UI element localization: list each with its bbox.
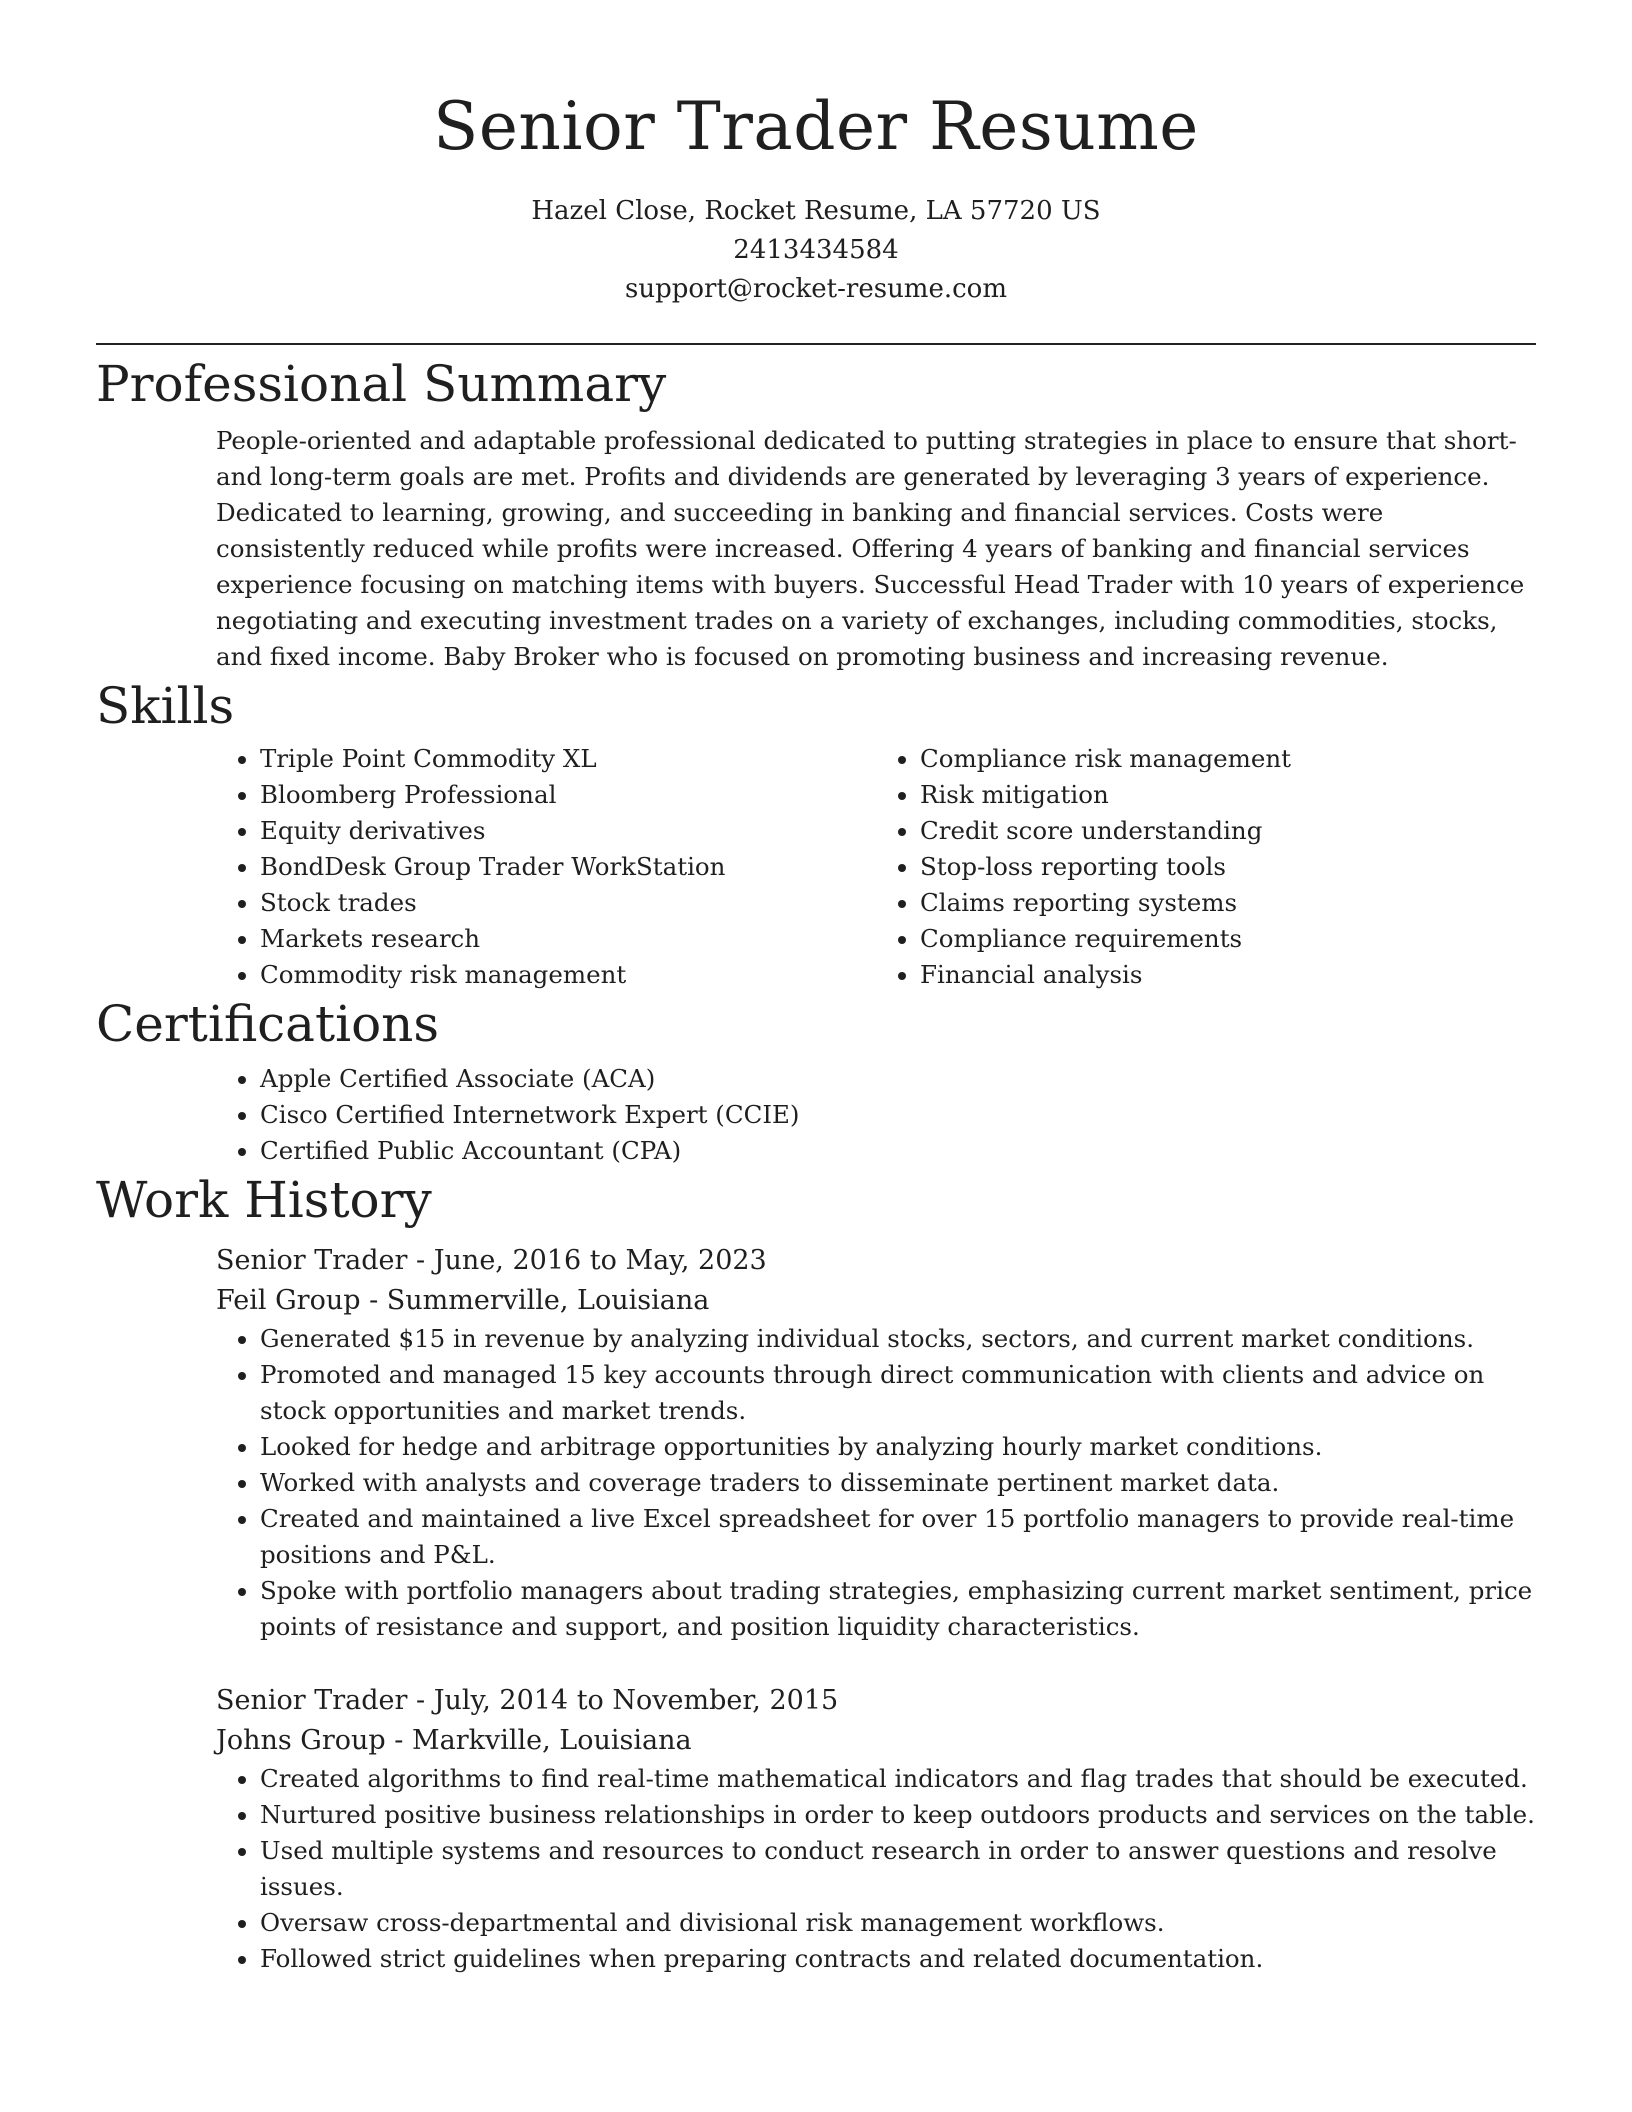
section-heading-summary: Professional Summary: [96, 355, 667, 413]
skill-item: • Commodity risk management: [260, 957, 876, 993]
skill-item: • Markets research: [260, 921, 876, 957]
job-company-location: Feil Group - Summerville, Louisiana: [216, 1285, 710, 1316]
contact-info: [96, 192, 1536, 309]
section-heading-skills: Skills: [96, 677, 235, 735]
job-bullet: • Spoke with portfolio managers about trading strategies, emphasizing current market sentiment, price points of resistance and support, and position liquidity characteristics.: [260, 1573, 1536, 1645]
job-entry: [216, 1241, 1536, 1645]
job-responsibilities: [216, 1761, 1536, 1977]
job-bullet: • Oversaw cross-departmental and divisional risk management workflows.: [260, 1905, 1536, 1941]
job-title-dates: Senior Trader - July, 2014 to November, 2015: [216, 1685, 839, 1716]
skill-item: • Claims reporting systems: [920, 885, 1536, 921]
section-heading-work-history: Work History: [96, 1171, 432, 1229]
skills-column-right: [876, 741, 1536, 993]
summary-text: People-oriented and adaptable professional dedicated to putting strategies in place to ensure that short- and long-term goals are met. Profits and dividends are generated by leveraging 3 years of experience. Dedicated to learning, growing, and succeeding in banking and financial services. Costs were consistently reduced while profits were increased. Offering 4 years of banking and financial services experience focusing on matching items with buyers. Successful Head Trader with 10 years of experience negotiating and executing investment trades on a variety of exchanges, including commodities, stocks, and fixed income. Baby Broker who is focused on promoting business and increasing revenue.: [216, 426, 1525, 671]
contact-address: Hazel Close, Rocket Resume, LA 57720 US: [531, 196, 1101, 226]
section-heading-certifications: Certifications: [96, 995, 440, 1053]
certifications-list: [216, 1061, 1536, 1169]
skill-item: • Credit score understanding: [920, 813, 1536, 849]
resume-header: [96, 0, 1536, 309]
contact-phone: 2413434584: [733, 235, 899, 265]
skills-list: [216, 741, 1536, 993]
skill-item: • Bloomberg Professional: [260, 777, 876, 813]
job-bullet: • Nurtured positive business relationships in order to keep outdoors products and services on the table.: [260, 1797, 1536, 1833]
skill-item: • Compliance requirements: [920, 921, 1536, 957]
job-bullet: • Created algorithms to find real-time mathematical indicators and flag trades that should be executed.: [260, 1761, 1536, 1797]
certification-item: • Certified Public Accountant (CPA): [260, 1133, 1536, 1169]
certification-item: • Apple Certified Associate (ACA): [260, 1061, 1536, 1097]
skill-item: • Stock trades: [260, 885, 876, 921]
job-bullet: • Generated $15 in revenue by analyzing individual stocks, sectors, and current market conditions.: [260, 1321, 1536, 1357]
resume-title: Senior Trader Resume: [433, 88, 1199, 165]
resume-page: [96, 0, 1536, 1977]
job-entry: [216, 1681, 1536, 1977]
certification-item: • Cisco Certified Internetwork Expert (CCIE): [260, 1097, 1536, 1133]
certifications-bullets: [216, 1061, 1536, 1169]
skill-item: • BondDesk Group Trader WorkStation: [260, 849, 876, 885]
job-bullet: • Created and maintained a live Excel spreadsheet for over 15 portfolio managers to provide real-time positions and P&L.: [260, 1501, 1536, 1573]
job-company-location: Johns Group - Markville, Louisiana: [216, 1725, 692, 1756]
job-title-dates: Senior Trader - June, 2016 to May, 2023: [216, 1245, 767, 1276]
job-responsibilities: [216, 1321, 1536, 1645]
skill-item: • Equity derivatives: [260, 813, 876, 849]
job-bullet: • Worked with analysts and coverage traders to disseminate pertinent market data.: [260, 1465, 1536, 1501]
job-bullet: • Promoted and managed 15 key accounts through direct communication with clients and advice on stock opportunities and market trends.: [260, 1357, 1536, 1429]
skill-item: • Stop-loss reporting tools: [920, 849, 1536, 885]
header-divider: [96, 343, 1536, 345]
skill-item: • Triple Point Commodity XL: [260, 741, 876, 777]
skills-column-left: [216, 741, 876, 993]
skill-item: • Financial analysis: [920, 957, 1536, 993]
skill-item: • Compliance risk management: [920, 741, 1536, 777]
job-bullet: • Looked for hedge and arbitrage opportunities by analyzing hourly market conditions.: [260, 1429, 1536, 1465]
job-bullet: • Used multiple systems and resources to conduct research in order to answer questions and resolve issues.: [260, 1833, 1536, 1905]
skill-item: • Risk mitigation: [920, 777, 1536, 813]
contact-email: support@rocket-resume.com: [624, 274, 1007, 304]
job-bullet: • Followed strict guidelines when preparing contracts and related documentation.: [260, 1941, 1536, 1977]
